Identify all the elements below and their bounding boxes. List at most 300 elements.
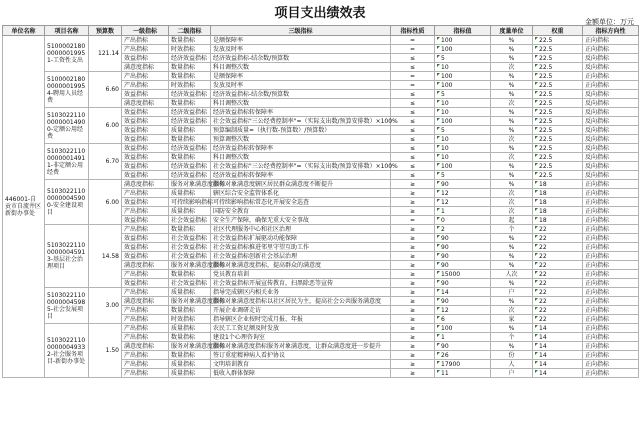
- cell-marker-icon: [535, 370, 538, 373]
- level3-text: 经济效益指标转保障率: [213, 171, 274, 179]
- level1-text: 产出指标: [124, 270, 149, 278]
- unit-cell: [491, 315, 533, 324]
- nature-cell: [391, 288, 435, 297]
- level3-text: 社会效益指标开展宣传教育，扫黑除恶等宣传: [213, 279, 334, 287]
- nature-cell: [391, 153, 435, 162]
- level3-text: 是额保障率: [213, 36, 244, 44]
- weight-text: 22.5: [539, 153, 553, 161]
- level1-text: 产出指标: [124, 189, 149, 197]
- value-text: 10: [441, 135, 449, 143]
- level3-cell: [211, 279, 391, 288]
- weight-text: 22.5: [539, 36, 553, 44]
- unit-text: %: [508, 279, 515, 287]
- direction-cell: [583, 162, 639, 171]
- level3-cell: [211, 189, 391, 198]
- level1-text: 产出指标: [124, 306, 149, 314]
- level3-cell: [211, 297, 391, 306]
- cell-marker-icon: [535, 136, 538, 139]
- table-header-row: [3, 26, 639, 36]
- level1-text: 效益指标: [124, 108, 149, 116]
- unit-cell: [491, 369, 533, 378]
- weight-text: 22.5: [539, 45, 553, 53]
- page-title: 项目支出绩效表: [274, 6, 366, 21]
- level2-cell: [169, 180, 226, 189]
- level3-text: 发放及时率: [213, 81, 244, 89]
- cell-marker-icon: [437, 235, 440, 238]
- weight-text: 14: [539, 369, 547, 377]
- weight-text: 22: [539, 225, 547, 233]
- level1-cell: [122, 63, 169, 72]
- unit-cell: [491, 243, 533, 252]
- unit-text: 次: [508, 306, 515, 314]
- weight-text: 18: [539, 207, 547, 215]
- direction-cell: [583, 351, 639, 360]
- cell-marker-icon: [535, 109, 538, 112]
- level3-cell: [211, 162, 398, 171]
- cell-marker-icon: [437, 172, 440, 175]
- level3-cell: [211, 36, 391, 45]
- unit-cell: [491, 189, 533, 198]
- value-cell: [435, 342, 491, 351]
- level3-cell: [211, 252, 391, 261]
- level1-cell: [122, 333, 169, 342]
- level1-cell: [122, 225, 169, 234]
- direction-text: 正向指标: [585, 243, 610, 251]
- level2-text: 质量指标: [171, 126, 196, 134]
- cell-marker-icon: [437, 91, 440, 94]
- direction-cell: [583, 324, 639, 333]
- level2-cell: [169, 369, 211, 378]
- level2-cell: [169, 306, 211, 315]
- level1-cell: [122, 252, 169, 261]
- value-text: 90: [441, 243, 449, 251]
- weight-text: 14: [539, 360, 547, 368]
- level3-text: 科目调整次数: [213, 99, 250, 107]
- level2-cell: [169, 144, 211, 153]
- direction-text: 正向指标: [585, 198, 610, 206]
- level2-text: 时效指标: [171, 81, 196, 89]
- weight-text: 18: [539, 180, 547, 188]
- level3-cell: [211, 198, 391, 207]
- level3-cell: [211, 261, 391, 270]
- direction-text: 反向指标: [585, 99, 610, 107]
- value-text: 17900: [441, 360, 461, 368]
- direction-text: 正向指标: [585, 234, 610, 242]
- nature-text: ≥: [409, 243, 416, 251]
- weight-cell: [533, 261, 583, 270]
- level1-text: 满意度指标: [124, 63, 155, 71]
- value-cell: [435, 54, 491, 63]
- level3-cell: [211, 369, 391, 378]
- weight-text: 18: [539, 216, 547, 224]
- direction-cell: [583, 216, 639, 225]
- level2-text: 质量指标: [171, 288, 196, 296]
- direction-cell: [583, 153, 639, 162]
- nature-text: ≥: [409, 288, 416, 296]
- direction-text: 正向指标: [585, 279, 610, 287]
- weight-cell: [533, 207, 583, 216]
- level3-cell: [211, 315, 391, 324]
- level1-cell: [122, 117, 169, 126]
- unit-text: 次: [508, 99, 515, 107]
- level1-text: 产出指标: [124, 369, 149, 377]
- unit-text: 人: [508, 360, 515, 368]
- level2-cell: [169, 342, 226, 351]
- level3-text: 科目调整次数: [213, 153, 250, 161]
- level2-text: 数量指标: [171, 225, 196, 233]
- direction-cell: [583, 288, 639, 297]
- cell-marker-icon: [535, 91, 538, 94]
- cell-marker-icon: [437, 370, 440, 373]
- nature-text: ≥: [409, 261, 416, 269]
- cell-marker-icon: [437, 226, 440, 229]
- level1-cell: [122, 207, 169, 216]
- level3-text: 党员教育培训: [213, 270, 250, 278]
- unit-text: %: [508, 54, 515, 62]
- level3-text: 安全生产保障，确保无重大安全事故: [213, 216, 310, 224]
- level1-cell: [122, 324, 169, 333]
- unit-cell: [491, 360, 533, 369]
- weight-cell: [533, 342, 583, 351]
- weight-text: 22: [539, 252, 547, 260]
- level3-cell: [211, 63, 391, 72]
- level1-text: 效益指标: [124, 171, 149, 179]
- weight-text: 22.5: [539, 126, 553, 134]
- value-text: 90: [441, 180, 449, 188]
- value-cell: [435, 90, 491, 99]
- unit-text: %: [508, 342, 515, 350]
- level1-cell: [122, 90, 169, 99]
- nature-text: ≤: [409, 153, 416, 161]
- nature-cell: [391, 198, 435, 207]
- direction-cell: [583, 117, 639, 126]
- weight-cell: [533, 333, 583, 342]
- nature-cell: [391, 351, 435, 360]
- level2-cell: [169, 162, 211, 171]
- level1-cell: [122, 189, 169, 198]
- direction-cell: [583, 45, 639, 54]
- cell-marker-icon: [535, 280, 538, 283]
- level2-text: 数量指标: [171, 135, 196, 143]
- cell-marker-icon: [535, 298, 538, 301]
- level2-text: 服务对象满意度指标: [171, 261, 226, 269]
- nature-text: ≤: [409, 144, 416, 152]
- level2-cell: [169, 108, 211, 117]
- level1-text: 效益指标: [124, 135, 149, 143]
- unit-name-cell: 446001-自贡市自流井区新街办事处: [3, 36, 45, 378]
- level2-text: 经济效益指标: [171, 117, 208, 125]
- direction-text: 反向指标: [585, 126, 610, 134]
- level1-cell: [122, 135, 169, 144]
- nature-text: ≤: [409, 90, 416, 98]
- level1-text: 产出指标: [124, 351, 149, 359]
- direction-text: 正向指标: [585, 36, 610, 44]
- value-cell: [435, 243, 491, 252]
- level3-text: 社会效益指标创新社会基层治理: [213, 252, 298, 260]
- table-row: [3, 72, 639, 81]
- direction-cell: [583, 135, 639, 144]
- value-cell: [435, 171, 491, 180]
- cell-marker-icon: [437, 298, 440, 301]
- weight-cell: [533, 270, 583, 279]
- unit-cell: [491, 63, 533, 72]
- direction-text: 正向指标: [585, 369, 610, 377]
- level1-text: 产出指标: [124, 81, 149, 89]
- header-nature: 指标性质: [391, 26, 435, 36]
- unit-text: %: [508, 90, 515, 98]
- unit-text: %: [508, 324, 515, 332]
- value-text: 10: [441, 144, 449, 152]
- weight-cell: [533, 351, 583, 360]
- unit-text: 个: [508, 225, 515, 233]
- level1-cell: [122, 360, 169, 369]
- direction-text: 反向指标: [585, 153, 610, 161]
- level2-cell: [169, 99, 211, 108]
- level3-text: 社会效益指标推进邻里守望互助工作: [213, 243, 310, 251]
- value-cell: [435, 189, 491, 198]
- weight-text: 22.5: [539, 144, 553, 152]
- level2-cell: [169, 234, 211, 243]
- value-text: 12: [441, 198, 449, 206]
- value-cell: [435, 234, 491, 243]
- level3-text: 预算编制质量=（执行数-预算数）/预算数）: [213, 126, 331, 134]
- unit-cell: [491, 171, 533, 180]
- level1-text: 产出指标: [124, 225, 149, 233]
- level1-cell: [122, 81, 169, 90]
- direction-text: 反向指标: [585, 144, 610, 152]
- unit-text: 次: [508, 207, 515, 215]
- level3-cell: [211, 99, 391, 108]
- unit-text: %: [508, 297, 515, 305]
- value-text: 14: [441, 288, 449, 296]
- unit-cell: [491, 351, 533, 360]
- budget-cell: 121.14: [89, 36, 122, 72]
- cell-marker-icon: [437, 244, 440, 247]
- level1-text: 效益指标: [124, 243, 149, 251]
- level2-text: 质量指标: [171, 324, 196, 332]
- level3-cell: [211, 243, 391, 252]
- direction-cell: [583, 207, 639, 216]
- level2-text: 质量指标: [171, 369, 196, 377]
- level3-text: 社会效益指标扩展驱动功能保障: [213, 234, 298, 242]
- level2-cell: [169, 126, 211, 135]
- header-project-name: 项目名称: [45, 26, 89, 36]
- level1-text: 产出指标: [124, 207, 149, 215]
- level3-cell: [211, 324, 391, 333]
- nature-text: =: [409, 216, 416, 224]
- level1-text: 产出指标: [124, 36, 149, 44]
- unit-cell: [491, 207, 533, 216]
- direction-cell: [583, 297, 639, 306]
- value-cell: [435, 144, 491, 153]
- direction-text: 正向指标: [585, 297, 610, 305]
- cell-marker-icon: [437, 334, 440, 337]
- level1-cell: [122, 234, 169, 243]
- nature-text: ≤: [409, 108, 416, 116]
- nature-cell: [391, 135, 435, 144]
- cell-marker-icon: [437, 199, 440, 202]
- weight-text: 22: [539, 234, 547, 242]
- nature-text: ≥: [409, 207, 416, 215]
- direction-text: 正向指标: [585, 324, 610, 332]
- cell-marker-icon: [535, 361, 538, 364]
- level3-text: 农民工工资足额及时发放: [213, 324, 280, 332]
- cell-marker-icon: [437, 343, 440, 346]
- level2-cell: [169, 360, 211, 369]
- nature-cell: [391, 225, 435, 234]
- level2-cell: [169, 63, 211, 72]
- level2-cell: [169, 207, 211, 216]
- weight-text: 22: [539, 261, 547, 269]
- value-text: 15000: [441, 270, 461, 278]
- cell-marker-icon: [535, 199, 538, 202]
- level1-text: 满意度指标: [124, 99, 155, 107]
- performance-table: [2, 25, 639, 378]
- budget-cell: 6.60: [89, 72, 122, 108]
- weight-text: 22.5: [539, 54, 553, 62]
- cell-marker-icon: [535, 118, 538, 121]
- weight-text: 22.5: [539, 63, 553, 71]
- direction-cell: [583, 306, 639, 315]
- direction-cell: [583, 225, 639, 234]
- direction-cell: [583, 99, 639, 108]
- value-cell: [435, 72, 491, 81]
- weight-text: 22: [539, 243, 547, 251]
- cell-marker-icon: [437, 163, 440, 166]
- weight-cell: [533, 279, 583, 288]
- weight-text: 22: [539, 306, 547, 314]
- nature-text: ≥: [409, 342, 416, 350]
- level2-cell: [169, 297, 226, 306]
- unit-cell: [491, 306, 533, 315]
- value-text: 100: [441, 36, 453, 44]
- nature-cell: [391, 342, 435, 351]
- level3-text: 辖区综合安全监管体系化: [213, 189, 280, 197]
- direction-text: 正向指标: [585, 225, 610, 233]
- level3-text: 服务对象满意度指标以社区居民为主，提高社会公共服务满意度: [213, 297, 382, 305]
- value-cell: [435, 207, 491, 216]
- level1-cell: [122, 351, 169, 360]
- value-text: 11: [441, 369, 449, 377]
- level2-text: 经济效益指标: [171, 162, 208, 170]
- level1-text: 产出指标: [124, 72, 149, 80]
- weight-text: 22.5: [539, 99, 553, 107]
- level3-cell: [211, 144, 391, 153]
- value-text: 10: [441, 99, 449, 107]
- level2-text: 经济效益指标: [171, 54, 208, 62]
- level3-cell: [211, 216, 391, 225]
- level2-text: 社会效益指标: [171, 234, 208, 242]
- value-text: 10: [441, 108, 449, 116]
- cell-marker-icon: [437, 82, 440, 85]
- level2-cell: [169, 261, 226, 270]
- nature-text: ≤: [409, 117, 416, 125]
- nature-cell: [391, 81, 435, 90]
- value-cell: [435, 126, 491, 135]
- value-text: 26: [441, 351, 449, 359]
- level2-text: 经济效益指标: [171, 108, 208, 116]
- nature-cell: [391, 72, 435, 81]
- level3-text: 发放及时率: [213, 45, 244, 53]
- level3-text: 服务对象满意度辖区居民群众满意度不断提升: [213, 180, 334, 188]
- level2-text: 数量指标: [171, 306, 196, 314]
- unit-text: %: [508, 126, 515, 134]
- table-row: [3, 225, 639, 234]
- direction-text: 正向指标: [585, 360, 610, 368]
- header-level1: 一级指标: [122, 26, 169, 36]
- level1-cell: [122, 108, 169, 117]
- unit-cell: [491, 72, 533, 81]
- level1-cell: [122, 180, 169, 189]
- nature-cell: [391, 270, 435, 279]
- cell-marker-icon: [535, 37, 538, 40]
- unit-cell: [491, 153, 533, 162]
- cell-marker-icon: [535, 82, 538, 85]
- nature-text: ≤: [409, 162, 416, 170]
- unit-text: 人次: [505, 270, 518, 278]
- weight-cell: [533, 288, 583, 297]
- value-text: 5: [441, 54, 445, 62]
- level2-cell: [169, 117, 211, 126]
- unit-text: 户: [508, 288, 515, 296]
- direction-cell: [583, 63, 639, 72]
- level2-text: 质量指标: [171, 207, 196, 215]
- nature-cell: [391, 252, 435, 261]
- level3-text: 经济效益指标转保障率: [213, 108, 274, 116]
- cell-marker-icon: [535, 163, 538, 166]
- cell-marker-icon: [535, 154, 538, 157]
- level1-text: 效益指标: [124, 252, 149, 260]
- value-cell: [435, 324, 491, 333]
- level3-text: 社区代理服务中心和社区治理: [213, 225, 292, 233]
- level1-text: 满意度指标: [124, 297, 155, 305]
- cell-marker-icon: [535, 343, 538, 346]
- level2-cell: [169, 54, 211, 63]
- cell-marker-icon: [437, 217, 440, 220]
- cell-marker-icon: [535, 55, 538, 58]
- level2-text: 时效指标: [171, 45, 196, 53]
- unit-text: 次: [508, 198, 515, 206]
- direction-text: 正向指标: [585, 342, 610, 350]
- weight-cell: [533, 180, 583, 189]
- level3-cell: [211, 81, 391, 90]
- level1-cell: [122, 126, 169, 135]
- weight-cell: [533, 153, 583, 162]
- direction-cell: [583, 144, 639, 153]
- nature-text: ≤: [409, 99, 416, 107]
- level3-cell: [211, 342, 391, 351]
- weight-cell: [533, 324, 583, 333]
- unit-cell: [491, 279, 533, 288]
- nature-cell: [391, 180, 435, 189]
- level1-text: 满意度指标: [124, 261, 155, 269]
- value-text: 100: [441, 45, 453, 53]
- level2-cell: [169, 135, 211, 144]
- cell-marker-icon: [437, 64, 440, 67]
- value-cell: [435, 153, 491, 162]
- direction-text: 正向指标: [585, 72, 610, 80]
- cell-marker-icon: [437, 46, 440, 49]
- level3-text: 建设1个心理咨询室: [213, 333, 265, 341]
- direction-text: 正向指标: [585, 261, 610, 269]
- unit-cell: [491, 270, 533, 279]
- unit-cell: [491, 45, 533, 54]
- level3-cell: [211, 288, 391, 297]
- level2-cell: [169, 198, 214, 207]
- unit-text: 份: [508, 351, 515, 359]
- direction-cell: [583, 180, 639, 189]
- cell-marker-icon: [535, 181, 538, 184]
